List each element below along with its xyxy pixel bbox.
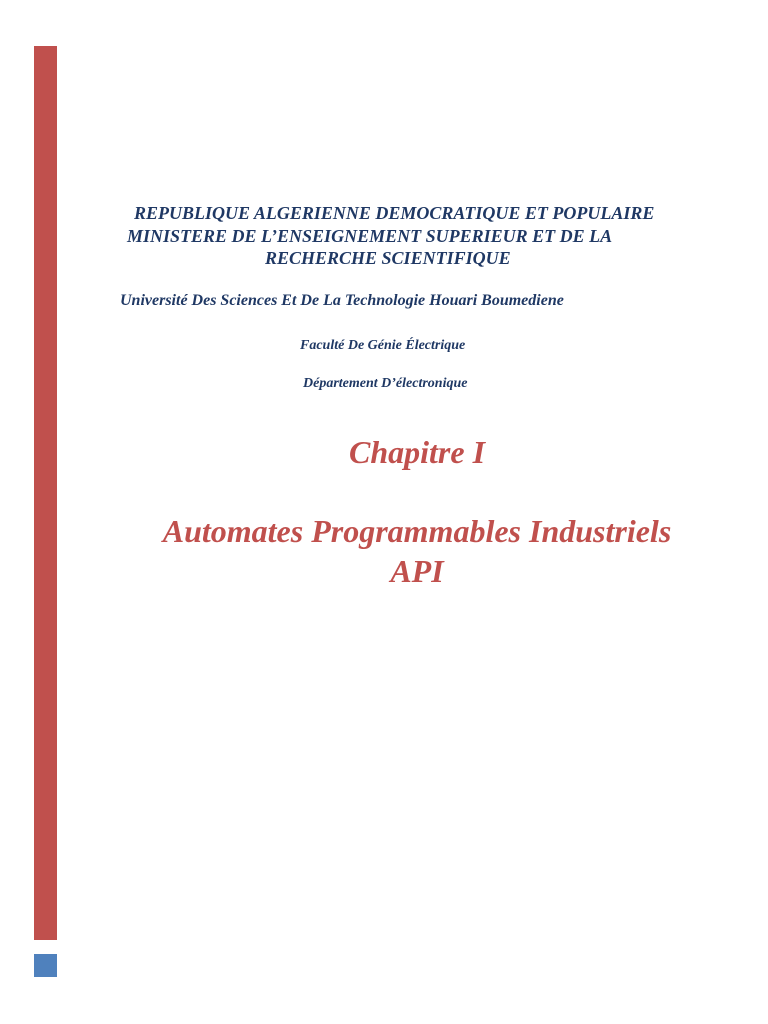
ministry-heading-line2: RECHERCHE SCIENTIFIQUE [265,248,511,268]
decorative-corner-square [34,954,57,977]
department-name: Département D’électronique [303,376,468,391]
document-title-line2: API [390,553,444,589]
document-title-line1: Automates Programmables Industriels [162,513,672,549]
decorative-side-bar [34,46,57,940]
faculty-name: Faculté De Génie Électrique [300,338,466,353]
university-name: Université Des Sciences Et De La Technologie Houari Boumediene [120,292,564,309]
ministry-heading-line1: MINISTERE DE L’ENSEIGNEMENT SUPERIEUR ET DE LA [127,226,613,246]
republic-heading: REPUBLIQUE ALGERIENNE DEMOCRATIQUE ET POPULAIRE [134,203,655,223]
chapter-heading: Chapitre I [348,434,486,470]
